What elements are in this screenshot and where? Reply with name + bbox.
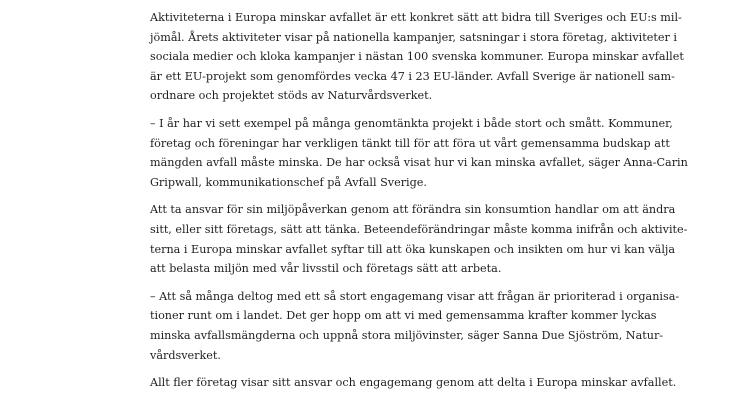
text-line: – Att så många deltog med ett så stort engagemang visar att frågan är prioriterad i organisa- (150, 289, 680, 303)
text-line: sociala medier och kloka kampanjer i nästan 100 svenska kommuner. Europa minskar avfallet (150, 50, 684, 64)
text-line: företag och föreningar har verkligen tänkt till för att föra ut vårt gemensamma budskap att (150, 136, 670, 150)
text-line: att belasta miljön med vår livsstil och företags sätt att arbeta. (150, 262, 502, 276)
paragraph-quote-gripwall (150, 114, 688, 192)
text-line: minska avfallsmängderna och uppnå stora miljövinster, säger Sanna Due Sjöström, Natur- (150, 328, 664, 342)
paragraph-intro (150, 8, 684, 106)
text-line: vårdsverket. (150, 348, 221, 362)
text-line: Allt fler företag visar sitt ansvar och engagemang genom att delta i Europa minskar avfallet. (150, 376, 677, 390)
paragraph-companies (150, 373, 677, 393)
paragraph-responsibility (150, 200, 688, 278)
text-line: Aktiviteterna i Europa minskar avfallet är ett konkret sätt att bidra till Sveriges och EU:s mil- (150, 11, 682, 24)
text-line: terna i Europa minskar avfallet syftar till att öka kunskapen och insikten om hur vi kan välja (150, 242, 676, 256)
text-line: är ett EU-projekt som genomfördes vecka 47 i 23 EU-länder. Avfall Sverige är nationell sam- (150, 69, 675, 83)
text-line: – I år har vi sett exempel på många genomtänkta projekt i både stort och smått. Kommuner, (150, 116, 673, 130)
text-line: sitt, eller sitt företags, sätt att tänka. Beteendeförändringar måste komma inifrån och aktivite- (150, 222, 688, 236)
text-line: mängden avfall måste minska. De har också visat hur vi kan minska avfallet, säger Anna-Carin (150, 156, 688, 170)
text-line: ordnare och projektet stöds av Naturvårdsverket. (150, 89, 433, 103)
paragraph-quote-sjostrom (150, 287, 680, 365)
article-body (150, 8, 688, 401)
text-line: Att ta ansvar för sin miljöpåverkan genom att förändra sin konsumtion handlar om att ändra (150, 203, 676, 217)
text-line: Gripwall, kommunikationschef på Avfall Sverige. (150, 175, 427, 189)
text-line: jömål. Årets aktiviteter visar på nationella kampanjer, satsningar i stora företag, aktiviteter i (150, 30, 677, 44)
text-line: tioner runt om i landet. Det ger hopp om att vi med gemensamma krafter kommer lyckas (150, 309, 657, 323)
